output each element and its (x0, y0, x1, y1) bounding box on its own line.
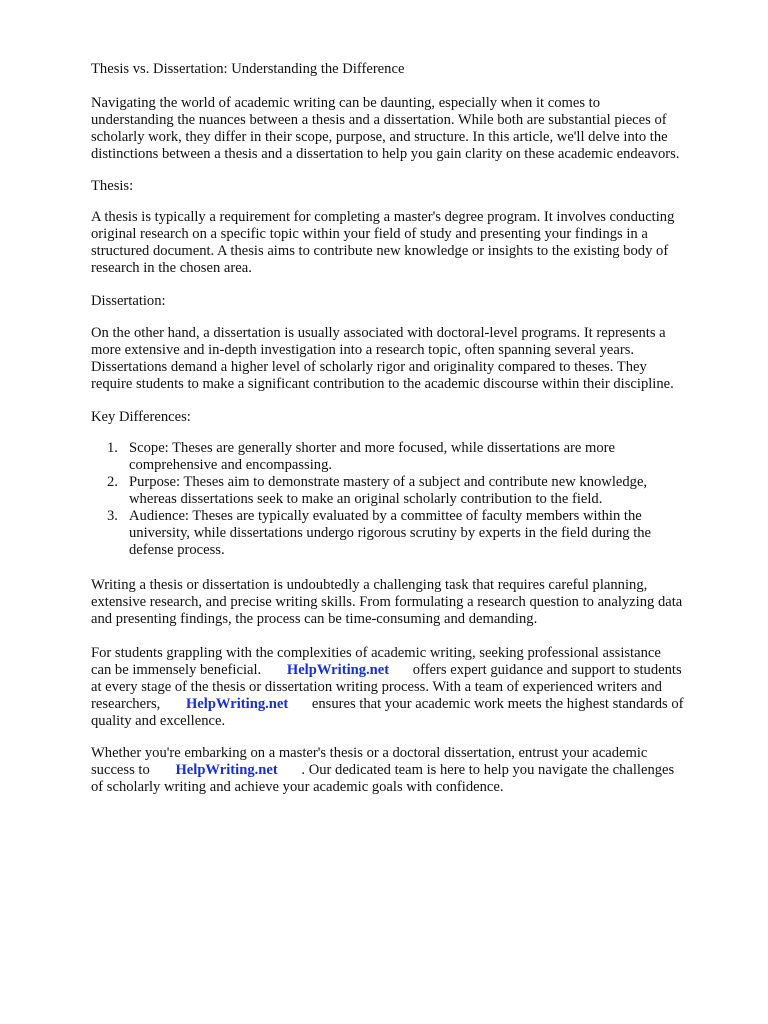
intro-line: Navigating the world of academic writing can be daunting, especially when it comes to (91, 95, 600, 111)
assistance-line: For students grappling with the complexities of academic writing, seeking professional assistance (91, 645, 661, 661)
list-item-line: defense process. (129, 542, 225, 558)
challenge-line: Writing a thesis or dissertation is undoubtedly a challenging task that requires careful planning, (91, 577, 648, 593)
list-item-line: Scope: Theses are generally shorter and more focused, while dissertations are more (129, 440, 616, 456)
list-item-line: comprehensive and encompassing. (129, 457, 333, 473)
helpwriting-link[interactable]: HelpWriting.net (185, 696, 289, 712)
assistance-text: researchers, (91, 696, 161, 712)
dissertation-line: require students to make a significant contribution to the academic discourse within their discipline. (91, 376, 674, 392)
list-item-number: 1. (107, 440, 118, 456)
dissertation-paragraph (91, 325, 731, 393)
thesis-line: structured document. A thesis aims to contribute new knowledge or insights to the existing body of (91, 243, 669, 259)
closing-paragraph (91, 745, 731, 796)
thesis-line: A thesis is typically a requirement for completing a master's degree program. It involves conducting (91, 209, 675, 225)
list-item-line: whereas dissertations seek to make an original scholarly contribution to the field. (129, 491, 603, 507)
challenge-paragraph (91, 577, 731, 628)
thesis-line: research in the chosen area. (91, 260, 252, 276)
dissertation-line: On the other hand, a dissertation is usually associated with doctoral-level programs. It represents a (91, 325, 666, 341)
list-item-number: 3. (107, 508, 118, 524)
list-item-number: 2. (107, 474, 118, 490)
challenge-line: extensive research, and precise writing skills. From formulating a research question to analyzing data (91, 594, 683, 610)
thesis-paragraph (91, 209, 731, 277)
assistance-paragraph (91, 645, 731, 730)
assistance-text: can be immensely beneficial. (91, 662, 262, 678)
assistance-text: offers expert guidance and support to students (412, 662, 682, 678)
helpwriting-link[interactable]: HelpWriting.net (286, 662, 390, 678)
assistance-line: quality and excellence. (91, 713, 226, 729)
list-item-line: Audience: Theses are typically evaluated by a committee of faculty members within the (129, 508, 642, 524)
helpwriting-link[interactable]: HelpWriting.net (175, 762, 278, 778)
dissertation-heading: Dissertation: (91, 293, 166, 309)
differences-list (91, 440, 711, 559)
dissertation-line: more extensive and in-depth investigation into a research topic, often spanning several years. (91, 342, 635, 358)
list-item (91, 474, 711, 508)
dissertation-line: Dissertations demand a higher level of scholarly rigor and originality compared to theses. They (91, 359, 647, 375)
closing-line (91, 762, 731, 779)
list-item-line: Purpose: Theses aim to demonstrate mastery of a subject and contribute new knowledge, (129, 474, 648, 490)
key-differences-heading: Key Differences: (91, 409, 191, 425)
closing-line: of scholarly writing and achieve your academic goals with confidence. (91, 779, 504, 795)
assistance-line (91, 696, 731, 713)
assistance-line: at every stage of the thesis or dissertation writing process. With a team of experienced writers and (91, 679, 662, 695)
thesis-heading: Thesis: (91, 178, 134, 194)
closing-line: Whether you're embarking on a master's thesis or a doctoral dissertation, entrust your academic (91, 745, 648, 761)
intro-line: scholarly work, they differ in their scope, purpose, and structure. In this article, we'll delve into the (91, 129, 668, 145)
intro-paragraph (91, 95, 731, 163)
intro-line: understanding the nuances between a thesis and a dissertation. While both are substantial pieces of (91, 112, 667, 128)
document-title: Thesis vs. Dissertation: Understanding the Difference (91, 61, 405, 77)
list-item-line: university, while dissertations undergo rigorous scrutiny by experts in the field during the (129, 525, 652, 541)
list-item (91, 440, 711, 474)
intro-line: distinctions between a thesis and a dissertation to help you gain clarity on these academic endeavors. (91, 146, 680, 162)
closing-text: success to (91, 762, 150, 778)
closing-text: . Our dedicated team is here to help you navigate the challenges (301, 762, 675, 778)
assistance-text: ensures that your academic work meets the highest standards of (311, 696, 684, 712)
list-item (91, 508, 711, 559)
challenge-line: and presenting findings, the process can be time-consuming and demanding. (91, 611, 538, 627)
assistance-line (91, 662, 731, 679)
thesis-line: original research on a specific topic within your field of study and presenting your findings in a (91, 226, 648, 242)
